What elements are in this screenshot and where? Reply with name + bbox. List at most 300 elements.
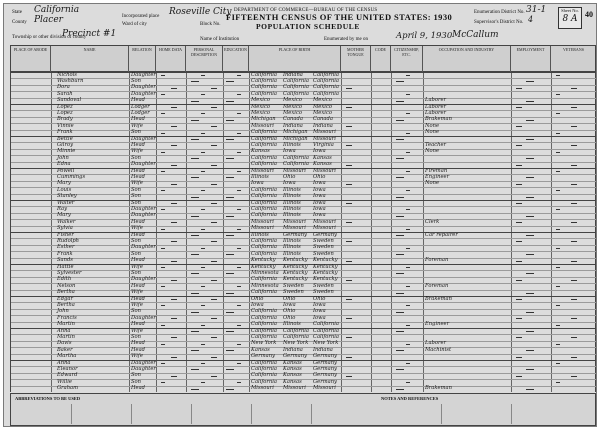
cell-relation: Son [131,129,142,136]
tally-stroke [201,190,205,191]
cell-relation: Son [131,308,142,315]
cell-birth: Ohio [251,295,264,302]
tally-stroke [211,261,217,262]
census-title: FIFTEENTH CENSUS OF THE UNITED STATES: 1930 [226,12,453,22]
cell-name: Bertha [57,302,75,308]
cell-occupation: Laborer [425,103,447,110]
cell-mother: Sweden [313,250,334,257]
tally-stroke [201,325,205,326]
sheet-number-box [558,7,582,29]
cell-mother: Iowa [313,302,326,308]
tally-stroke [237,75,241,76]
cell-mother: Iowa [313,186,326,193]
cell-birth: Missouri [251,385,274,392]
tally-stroke [556,325,560,326]
row-line [11,206,597,207]
tally-stroke [556,248,560,249]
cell-relation: Daughter [131,206,156,212]
tally-stroke [161,286,165,287]
cell-mother: Germany [313,372,337,379]
column-header: MOTHER TONGUE [341,46,371,73]
page-number: 40 [585,10,593,19]
cell-mother: California [313,334,339,340]
cell-mother: Germany [313,231,337,238]
cell-occupation: Brakeman [425,116,452,123]
cell-birth: California [251,84,277,91]
tally-stroke [396,216,404,217]
tally-stroke [406,344,410,345]
tally-stroke [201,382,205,383]
cell-occupation: None [425,148,440,155]
place-label: Incorporated place [122,14,160,19]
cell-relation: Daughter [131,71,156,78]
cell-birth: Missouri [251,122,274,129]
tally-stroke [396,177,404,178]
cell-father: Kentucky [283,263,308,270]
cell-relation: Daughter [131,244,156,251]
cell-mother: Indiana [313,122,333,129]
tally-stroke [406,171,410,172]
cell-occupation: None [425,180,440,187]
tally-stroke [201,229,205,230]
tally-stroke [171,241,177,242]
cell-father: Mexico [283,103,302,110]
tally-stroke [526,197,534,198]
abbreviations-title: ABBREVIATIONS TO BE USED [15,396,81,401]
tally-stroke [346,165,352,166]
cell-relation: Daughter [131,359,156,366]
cell-name: Powell [57,167,75,174]
tally-stroke [396,293,404,294]
sheet-number-label: Sheet No. [561,8,579,13]
cell-father: Illinois [283,321,301,328]
cell-mother: California [313,84,339,91]
tally-stroke [191,254,199,255]
cell-birth: Kentucky [251,257,276,264]
cell-relation: Son [131,334,142,340]
tally-stroke [226,254,234,255]
cell-father: Illinois [283,238,301,244]
tally-stroke [556,229,560,230]
tally-stroke [211,222,217,223]
enumerator-signature: McCallum [452,30,499,40]
column-header: OCCUPATION AND INDUSTRY [423,46,511,73]
cell-mother: New York [313,340,339,347]
cell-father: Indiana [283,71,303,78]
tally-stroke [171,337,177,338]
cell-mother: Missouri [313,218,336,225]
cell-father: Ohio [283,314,296,321]
footer-divider [131,404,132,424]
tally-stroke [396,273,404,274]
tally-stroke [171,318,177,319]
cell-mother: Germany [313,378,337,385]
cell-relation: Son [131,186,142,193]
cell-relation: Daughter [131,90,156,97]
cell-name: John [57,154,69,161]
cell-relation: Wife [131,327,143,334]
tally-stroke [526,235,534,236]
state-value: California [34,5,80,15]
cell-birth: New York [251,340,277,347]
cell-father: Ohio [283,295,296,302]
row-line [11,315,597,316]
cell-relation: Head [131,218,146,225]
tally-stroke [526,389,534,390]
cell-father: Illinois [283,212,301,219]
cell-mother: Missouri [313,135,336,142]
cell-relation: Son [131,250,142,257]
cell-relation: Son [131,238,142,244]
row-line [11,181,597,182]
cell-mother: Kentucky [313,263,338,270]
cell-birth: California [251,212,277,219]
column-header: PERSONAL DESCRIPTION [186,46,223,73]
cell-father: California [283,90,309,97]
tally-stroke [161,363,165,364]
cell-relation: Head [131,257,146,264]
footer-divider [71,404,72,424]
tally-stroke [406,113,410,114]
cell-birth: California [251,321,277,328]
cell-birth: Iowa [251,302,264,308]
cell-father: Illinois [283,199,301,206]
cell-relation: Head [131,97,146,104]
cell-relation: Head [131,385,146,392]
tally-stroke [211,145,217,146]
tally-stroke [346,376,352,377]
tally-stroke [556,133,560,134]
tally-stroke [226,273,234,274]
tally-stroke [516,107,522,108]
cell-occupation: Laborer [425,340,447,347]
cell-occupation: Engineer [425,321,450,328]
cell-relation: Son [131,154,142,161]
row-line [11,322,597,323]
tally-stroke [571,241,577,242]
cell-birth: California [251,154,277,161]
tally-stroke [556,75,560,76]
tally-stroke [346,107,352,108]
tally-stroke [191,273,199,274]
tally-stroke [211,165,217,166]
cell-mother: Mexico [313,110,332,116]
tally-stroke [226,312,234,313]
cell-mother: Mexico [313,103,332,110]
cell-father: Michigan [283,129,308,136]
cell-birth: Missouri [251,225,274,232]
tally-stroke [237,267,241,268]
tally-stroke [226,177,234,178]
tally-stroke [237,133,241,134]
tally-stroke [191,216,199,217]
cell-name: Davis [57,340,72,347]
row-line [11,283,597,284]
tally-stroke [191,177,199,178]
footer-divider [441,404,442,424]
cell-name: Sylvester [57,270,82,276]
tally-stroke [191,139,199,140]
cell-name: Gilroy [57,142,73,148]
cell-relation: Head [131,295,146,302]
tally-stroke [161,325,165,326]
tally-stroke [516,145,522,146]
cell-relation: Daughter [131,84,156,91]
cell-father: Kentucky [283,257,308,264]
cell-mother: Iowa [313,193,326,200]
cell-name: Esther [57,244,75,251]
tally-stroke [571,318,577,319]
cell-occupation: Machinist [425,346,452,353]
cell-occupation: Brakeman [425,295,452,302]
tally-stroke [346,299,352,300]
footer [10,393,596,426]
cell-mother: Missouri [313,225,336,232]
township-value: Precinct #1 [62,29,117,39]
cell-father: California [283,334,309,340]
cell-father: Illinois [283,244,301,251]
row-line [11,379,597,380]
cell-birth: California [251,90,277,97]
cell-relation: Head [131,116,146,123]
cell-name: Martin [57,321,75,328]
tally-stroke [211,376,217,377]
tally-stroke [211,337,217,338]
cell-name: Lopez [57,110,73,116]
side-note [4,229,14,329]
tally-stroke [556,267,560,268]
tally-stroke [571,337,577,338]
cell-mother: Ohio [313,174,326,180]
column-header: CITIZENSHIP, ETC. [391,46,423,73]
cell-name: Edna [57,161,71,168]
cell-birth: California [251,334,277,340]
tally-stroke [161,267,165,268]
tally-stroke [396,369,404,370]
cell-birth: Illinois [251,231,269,238]
tally-stroke [161,344,165,345]
cell-birth: Michigan [251,116,276,123]
tally-stroke [526,331,534,332]
cell-name: John [57,308,69,315]
cell-father: Missouri [283,167,306,174]
tally-stroke [201,344,205,345]
cell-mother: California [313,327,339,334]
cell-name: Sylvia [57,225,73,232]
cell-birth: Minnesota [251,282,279,289]
cell-mother: Sweden [313,282,334,289]
tally-stroke [226,101,234,102]
tally-stroke [237,305,241,306]
tally-stroke [161,152,165,153]
row-line [11,149,597,150]
tally-stroke [211,280,217,281]
tally-stroke [171,88,177,89]
tally-stroke [211,318,217,319]
row-line [11,142,597,143]
cell-occupation: Fireman [425,167,448,174]
cell-mother: Kansas [313,161,332,168]
cell-mother: Iowa [313,308,326,315]
cell-relation: Head [131,321,146,328]
township-label: Township or other division of county [12,35,87,40]
cell-name: Bertha [57,289,75,296]
cell-name: Bettie [57,135,73,142]
tally-stroke [516,280,522,281]
cell-birth: California [251,186,277,193]
department-line: DEPARTMENT OF COMMERCE—BUREAU OF THE CENSUS [234,8,378,13]
tally-stroke [556,305,560,306]
tally-stroke [211,203,217,204]
cell-relation: Daughter [131,314,156,321]
cell-birth: Missouri [251,167,274,174]
tally-stroke [237,363,241,364]
row-line [11,123,597,124]
cell-father: Missouri [283,385,306,392]
cell-occupation: Laborer [425,110,447,116]
cell-name: Sandoval [57,97,82,104]
tally-stroke [516,299,522,300]
cell-relation: Wife [131,180,143,187]
cell-relation: Head [131,282,146,289]
cell-relation: Wife [131,289,143,296]
tally-stroke [556,209,560,210]
cell-name: Minnie [57,148,76,155]
tally-stroke [526,312,534,313]
tally-stroke [226,139,234,140]
tally-stroke [201,363,205,364]
tally-stroke [161,171,165,172]
tally-stroke [171,280,177,281]
cell-mother: California [313,321,339,328]
census-grid [10,72,596,392]
cell-birth: Mexico [251,97,270,104]
cell-mother: California [313,78,339,84]
cell-mother: California [313,71,339,78]
cell-mother: Sweden [313,289,334,296]
tally-stroke [396,158,404,159]
cell-mother: Mexico [313,97,332,104]
cell-relation: Son [131,270,142,276]
cell-birth: California [251,135,277,142]
tally-stroke [171,203,177,204]
cell-birth: California [251,129,277,136]
cell-mother: Kansas [313,154,332,161]
cell-relation: Lodger [131,103,150,110]
tally-stroke [516,126,522,127]
tally-stroke [171,222,177,223]
tally-stroke [571,280,577,281]
cell-occupation: Clerk [425,218,440,225]
tally-stroke [396,350,404,351]
cell-name: Anna [57,327,71,334]
cell-birth: Mexico [251,103,270,110]
cell-relation: Daughter [131,212,156,219]
tally-stroke [516,165,522,166]
tally-stroke [516,337,522,338]
cell-relation: Wife [131,302,143,308]
cell-father: Canada [283,116,303,123]
tally-stroke [171,165,177,166]
cell-name: Louis [57,186,72,193]
tally-stroke [211,88,217,89]
schedule-title: POPULATION SCHEDULE [256,22,360,31]
cell-relation: Wife [131,353,143,360]
tally-stroke [346,126,352,127]
cell-mother: Missouri [313,129,336,136]
sheet-number-value: 8 A [562,14,578,24]
tally-stroke [201,94,205,95]
tally-stroke [346,337,352,338]
tally-stroke [191,389,199,390]
tally-stroke [171,126,177,127]
cell-name: Anna [57,359,71,366]
cell-name: Rudolph [57,238,80,244]
tally-stroke [346,145,352,146]
cell-father: Indiana [283,122,303,129]
cell-birth: California [251,71,277,78]
row-line [11,373,597,374]
tally-stroke [237,382,241,383]
tally-stroke [226,369,234,370]
tally-stroke [237,229,241,230]
tally-stroke [406,248,410,249]
cell-relation: Head [131,142,146,148]
tally-stroke [226,216,234,217]
tally-stroke [396,197,404,198]
tally-stroke [516,241,522,242]
column-header: RELATION [129,46,156,73]
tally-stroke [526,81,534,82]
cell-occupation: None [425,122,440,129]
cell-name: Dora [57,84,70,91]
tally-stroke [406,325,410,326]
cell-relation: Son [131,372,142,379]
tally-stroke [237,248,241,249]
cell-birth: California [251,327,277,334]
cell-name: Francis [57,314,77,321]
tally-stroke [191,158,199,159]
tally-stroke [526,273,534,274]
cell-father: Missouri [283,218,306,225]
column-header: PLACE OF ABODE [11,46,51,73]
tally-stroke [171,145,177,146]
tally-stroke [237,113,241,114]
tally-stroke [346,318,352,319]
cell-occupation: None [425,129,440,136]
tally-stroke [571,261,577,262]
cell-father: California [283,78,309,84]
census-sheet [3,3,597,427]
tally-stroke [556,152,560,153]
cell-relation: Wife [131,263,143,270]
cell-relation: Son [131,199,142,206]
tally-stroke [211,107,217,108]
tally-stroke [406,94,410,95]
tally-stroke [191,312,199,313]
tally-stroke [571,203,577,204]
cell-birth: Kansas [251,148,270,155]
tally-stroke [171,357,177,358]
tally-stroke [226,235,234,236]
cell-name: Cummings [57,174,86,180]
cell-mother: Indiana [313,346,333,353]
county-value: Placer [34,15,63,25]
cell-birth: California [251,206,277,212]
column-header-row [10,45,596,72]
supervisor-district-value: 4 [528,15,534,24]
tally-stroke [516,376,522,377]
